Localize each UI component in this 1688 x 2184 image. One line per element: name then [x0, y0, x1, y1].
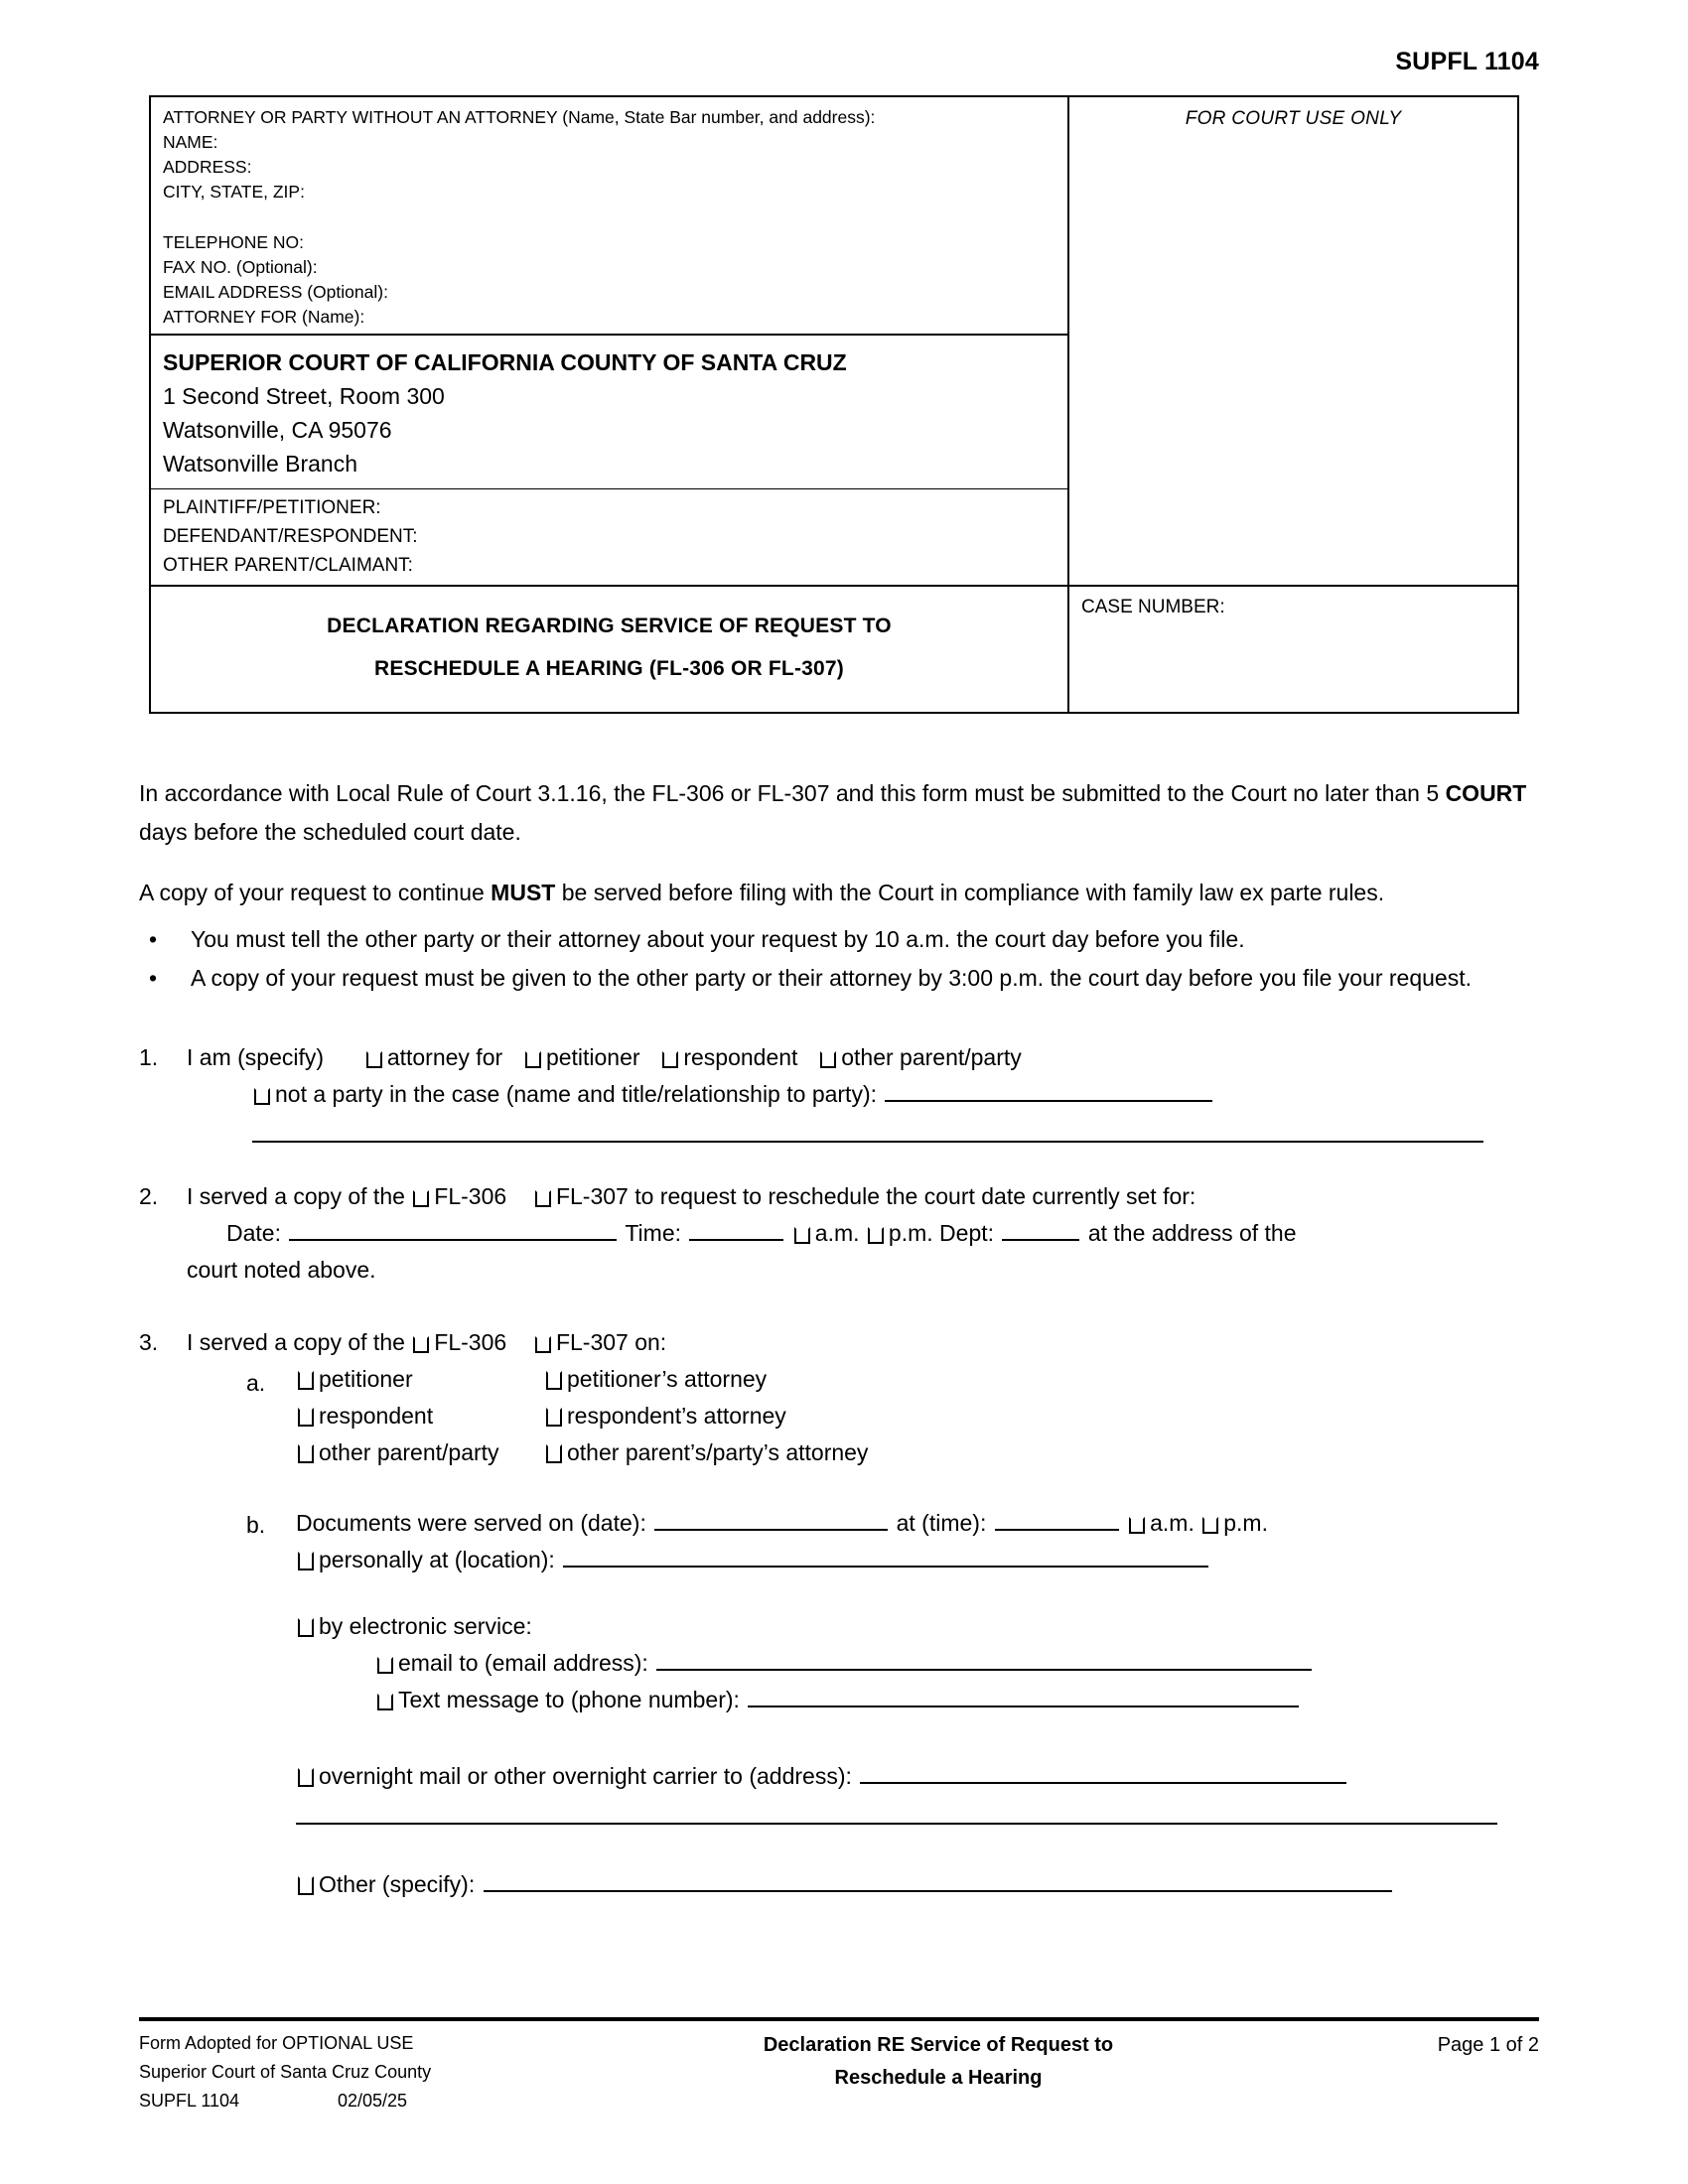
form-title-cell [151, 587, 1069, 712]
other-parent-claimant-label: OTHER PARENT/CLAIMANT: [163, 555, 413, 576]
checkbox-item3-fl306[interactable] [413, 1336, 429, 1353]
item-2-lead: I served a copy of the [187, 1183, 405, 1209]
checkbox-item3b-pm[interactable] [1202, 1517, 1218, 1534]
overnight-address-input[interactable] [860, 1763, 1346, 1784]
item-1 [139, 1039, 1539, 1143]
item-1-option-respondent: respondent [683, 1044, 798, 1070]
court-street: 1 Second Street, Room 300 [163, 383, 445, 409]
item-2-am-label: a.m. [814, 1220, 860, 1246]
item-1-continuation-line-wrap [252, 1121, 1483, 1143]
item-3-number: 3. [139, 1329, 159, 1355]
intro-2-bold: MUST [491, 880, 556, 905]
attorney-block-spacer [163, 205, 1067, 230]
item-2 [139, 1178, 1539, 1289]
item-1-lead: I am (specify) [187, 1044, 325, 1070]
item-3b-letter: b. [246, 1512, 266, 1538]
item-3a-respondent-label: respondent [319, 1403, 434, 1429]
footer-title-line-2: Reschedule a Hearing [834, 2067, 1043, 2089]
item-3b-other-label: Other (specify): [319, 1871, 476, 1897]
caption-bottom-row [151, 585, 1517, 712]
item-3a-col-right-3 [544, 1434, 1060, 1471]
checkbox-overnight-mail[interactable] [298, 1768, 314, 1787]
checkbox-personally-served[interactable] [298, 1552, 314, 1570]
item-3b-text-row [375, 1682, 1539, 1718]
item-2-dept-label: Dept: [939, 1220, 995, 1246]
footer-center-block [616, 2029, 1261, 2095]
not-a-party-input[interactable] [885, 1081, 1212, 1102]
item-3a-other-parent-label: other parent/party [319, 1439, 499, 1465]
form-body [139, 774, 1539, 1903]
attorney-name-label: NAME: [163, 132, 218, 152]
checkbox-served-petitioner[interactable] [298, 1371, 314, 1390]
item-3-on-label: on: [634, 1329, 667, 1355]
item-3-line-1 [187, 1324, 1539, 1361]
checkbox-email-service[interactable] [377, 1657, 393, 1674]
hearing-time-input[interactable] [689, 1220, 783, 1241]
item-2-fl306-label: FL-306 [434, 1183, 507, 1209]
checkbox-item3b-am[interactable] [1129, 1517, 1145, 1534]
checkbox-served-petitioner-attorney[interactable] [546, 1371, 562, 1390]
checkbox-item2-am[interactable] [794, 1227, 810, 1244]
footer-divider [139, 2017, 1539, 2021]
court-use-only-label: FOR COURT USE ONLY [1185, 108, 1402, 129]
item-3b-pm-label: p.m. [1223, 1510, 1268, 1536]
caption-left-column [151, 97, 1069, 585]
intro-1-bold: COURT [1445, 780, 1527, 806]
intro-paragraph-2 [139, 874, 1539, 912]
item-3b-overnight-line2-wrap [296, 1803, 1497, 1825]
defendant-respondent-label: DEFENDANT/RESPONDENT: [163, 526, 418, 547]
item-2-line-2 [226, 1215, 1539, 1252]
checkbox-item2-pm[interactable] [868, 1227, 884, 1244]
intro-2-text-a: A copy of your request to continue [139, 880, 492, 905]
checkbox-served-respondent[interactable] [298, 1408, 314, 1427]
item-3a-row-2 [296, 1398, 1539, 1434]
item-1-number: 1. [139, 1044, 159, 1070]
not-a-party-input-line-2[interactable] [252, 1121, 1483, 1143]
fax-label: FAX NO. (Optional): [163, 257, 318, 277]
item-3b-text-label: Text message to (phone number): [398, 1687, 740, 1712]
footer-form-code: SUPFL 1104 [139, 2091, 240, 2111]
court-use-only-box [1069, 97, 1517, 585]
item-3a-other-parent-attorney-label: other parent’s/party’s attorney [567, 1439, 869, 1465]
item-3b-personally-label: personally at (location): [319, 1547, 555, 1572]
caption-box [149, 95, 1519, 714]
item-2-tail: to request to reschedule the court date currently set for: [634, 1183, 1196, 1209]
item-3b-at-time-label: at (time): [896, 1510, 987, 1536]
item-3-fl306-label: FL-306 [434, 1329, 507, 1355]
page-footer [139, 2029, 1539, 2116]
attorney-block [151, 97, 1067, 336]
checkbox-electronic-service[interactable] [298, 1618, 314, 1637]
item-3b-overnight-row [296, 1758, 1539, 1795]
item-3a-col-left-1 [296, 1361, 544, 1398]
item-1-not-a-party-row [252, 1076, 1539, 1113]
footer-title-line-1: Declaration RE Service of Request to [763, 2034, 1114, 2056]
checkbox-served-other-parent[interactable] [298, 1444, 314, 1463]
item-2-line-1 [187, 1178, 1539, 1215]
plaintiff-petitioner-label: PLAINTIFF/PETITIONER: [163, 497, 381, 518]
checkbox-respondent[interactable] [662, 1051, 678, 1068]
item-2-fl307-label: FL-307 [555, 1183, 629, 1209]
list-item: • You must tell the other party or their attorney about your request by 10 a.m. the court day before you file. [139, 920, 1539, 959]
item-2-body [187, 1178, 1539, 1289]
item-3a-col-right-2 [544, 1398, 1060, 1434]
checkbox-not-a-party[interactable] [254, 1088, 270, 1105]
form-title-line-2: RESCHEDULE A HEARING (FL-306 OR FL-307) [374, 657, 844, 680]
item-3a-col-right-1 [544, 1361, 1060, 1398]
footer-page-number: Page 1 of 2 [1437, 2034, 1539, 2056]
item-3a-block [187, 1361, 1539, 1471]
item-2-number: 2. [139, 1183, 159, 1209]
item-1-option-other-parent: other parent/party [841, 1044, 1022, 1070]
attorney-for-label: ATTORNEY FOR (Name): [163, 307, 365, 327]
form-title-line-1: DECLARATION REGARDING SERVICE OF REQUEST TO [327, 614, 892, 637]
item-3b-block [187, 1505, 1539, 1903]
checkbox-attorney-for[interactable] [366, 1051, 382, 1068]
intro-paragraph-1 [139, 774, 1539, 852]
item-3b-personally-row [296, 1542, 1539, 1578]
intro-1-text-b: days before the scheduled court date. [139, 819, 521, 845]
attorney-city-state-zip-label: CITY, STATE, ZIP: [163, 182, 305, 202]
item-2-address-tail: at the address of the [1087, 1220, 1297, 1246]
intro-2-text-b: be served before filing with the Court in compliance with family law ex parte rules. [555, 880, 1385, 905]
email-address-input[interactable] [656, 1650, 1312, 1671]
item-3a-row-1 [296, 1361, 1539, 1398]
footer-left-block [139, 2029, 616, 2116]
item-3b-electronic-row [296, 1608, 1539, 1645]
phone-number-input[interactable] [748, 1687, 1299, 1707]
attorney-address-label: ADDRESS: [163, 157, 252, 177]
case-number-cell [1069, 587, 1517, 712]
item-3b-email-label: email to (email address): [398, 1650, 648, 1676]
case-number-label: CASE NUMBER: [1081, 597, 1225, 617]
service-date-input[interactable] [654, 1510, 888, 1531]
item-1-body [187, 1039, 1539, 1143]
item-3-fl307-label: FL-307 [555, 1329, 629, 1355]
telephone-label: TELEPHONE NO: [163, 232, 304, 252]
list-item: • A copy of your request must be given to the other party or their attorney by 3:00 p.m. the court day before you file your request. [139, 959, 1539, 998]
checkbox-petitioner[interactable] [525, 1051, 541, 1068]
item-3a-petitioner-attorney-label: petitioner’s attorney [567, 1366, 768, 1392]
item-1-options-row [187, 1039, 1539, 1076]
item-3b-served-on-label: Documents were served on (date): [296, 1510, 646, 1536]
item-3a-letter: a. [246, 1370, 266, 1396]
notice-bullet-list [139, 920, 1539, 998]
footer-adopted-line: Form Adopted for OPTIONAL USE [139, 2033, 414, 2053]
item-1-option-attorney-for: attorney for [386, 1044, 503, 1070]
item-2-time-label: Time: [625, 1220, 682, 1246]
item-3a-col-left-2 [296, 1398, 544, 1434]
item-3a-respondent-attorney-label: respondent’s attorney [567, 1403, 786, 1429]
checkbox-other-parent-party[interactable] [820, 1051, 836, 1068]
hearing-dept-input[interactable] [1002, 1220, 1079, 1241]
footer-court-line: Superior Court of Santa Cruz County [139, 2062, 432, 2082]
checkbox-item3-fl307[interactable] [535, 1336, 551, 1353]
court-branch: Watsonville Branch [163, 451, 358, 477]
court-name: SUPERIOR COURT OF CALIFORNIA COUNTY OF SANTA CRUZ [163, 349, 847, 375]
checkbox-item2-fl306[interactable] [413, 1190, 429, 1207]
item-3a-col-left-3 [296, 1434, 544, 1471]
attorney-block-header: ATTORNEY OR PARTY WITHOUT AN ATTORNEY (Name, State Bar number, and address): [163, 107, 876, 127]
court-city: Watsonville, CA 95076 [163, 417, 392, 443]
email-label: EMAIL ADDRESS (Optional): [163, 282, 388, 302]
item-3-lead: I served a copy of the [187, 1329, 405, 1355]
footer-revision-date: 02/05/25 [338, 2091, 408, 2111]
checkbox-other-service[interactable] [298, 1876, 314, 1895]
item-3b-other-row [296, 1866, 1539, 1903]
item-3b-overnight-label: overnight mail or other overnight carrier to (address): [319, 1763, 852, 1789]
item-3-body [187, 1324, 1539, 1903]
other-service-input[interactable] [484, 1871, 1392, 1892]
item-3b-electronic-label: by electronic service: [319, 1613, 532, 1639]
court-block [151, 336, 1067, 489]
item-3a-petitioner-label: petitioner [319, 1366, 413, 1392]
item-3b-served-row [296, 1505, 1539, 1542]
item-1-not-a-party-label: not a party in the case (name and title/relationship to party): [275, 1081, 877, 1107]
item-2-pm-label: p.m. [888, 1220, 933, 1246]
hearing-date-input[interactable] [289, 1220, 617, 1241]
footer-code-row [139, 2087, 616, 2116]
item-3b-am-label: a.m. [1150, 1510, 1195, 1536]
checkbox-served-respondent-attorney[interactable] [546, 1408, 562, 1427]
checkbox-text-message-service[interactable] [377, 1694, 393, 1710]
item-3b-email-row [375, 1645, 1539, 1682]
party-block [151, 489, 1067, 585]
item-1-option-petitioner: petitioner [545, 1044, 640, 1070]
item-3 [139, 1324, 1539, 1903]
item-2-line-3: court noted above. [187, 1257, 376, 1283]
checkbox-served-other-parent-attorney[interactable] [546, 1444, 562, 1463]
item-2-date-label: Date: [226, 1220, 281, 1246]
intro-1-text-a: In accordance with Local Rule of Court 3.1.16, the FL-306 or FL-307 and this form must be submitted to the Court no later than 5 [139, 780, 1446, 806]
item-3a-row-3 [296, 1434, 1539, 1471]
caption-top-row [151, 97, 1517, 585]
checkbox-item2-fl307[interactable] [535, 1190, 551, 1207]
personal-service-location-input[interactable] [563, 1547, 1208, 1568]
overnight-address-input-line-2[interactable] [296, 1803, 1497, 1825]
service-time-input[interactable] [995, 1510, 1119, 1531]
form-number-heading: SUPFL 1104 [1395, 48, 1539, 75]
